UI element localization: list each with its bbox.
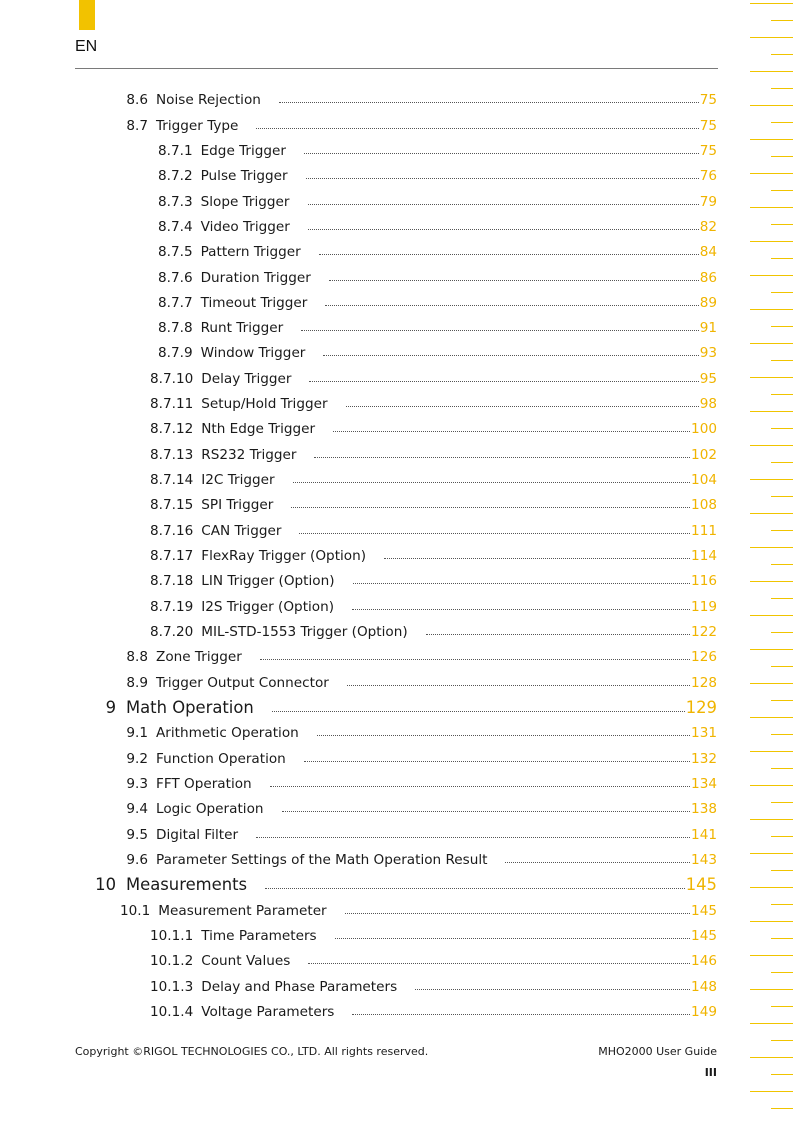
- ruler-tick: [750, 785, 793, 786]
- toc-entry-title: SPI Trigger: [201, 497, 274, 513]
- toc-entry-title: Window Trigger: [200, 345, 306, 361]
- toc-entry-number: 8.7.15: [150, 497, 194, 513]
- toc-entry-title: LIN Trigger (Option): [201, 573, 335, 589]
- toc-entry-page: 104: [691, 472, 717, 488]
- ruler-tick: [750, 955, 793, 956]
- toc-entry-number: 8.7.10: [150, 371, 194, 387]
- ruler-tick: [771, 1040, 793, 1041]
- toc-entry-title: MIL-STD-1553 Trigger (Option): [201, 624, 408, 640]
- ruler-tick: [750, 989, 793, 990]
- header-divider: [75, 68, 718, 69]
- toc-entry-page: 119: [691, 599, 717, 615]
- toc-dot-leader: [335, 938, 690, 939]
- toc-entry-page: 114: [691, 548, 717, 564]
- toc-entry-page: 122: [691, 624, 717, 640]
- toc-entry[interactable]: [150, 953, 717, 969]
- toc-entry-title: Trigger Type: [156, 118, 239, 134]
- toc-entry-page: 75: [699, 118, 717, 134]
- toc-entry-title: Pulse Trigger: [200, 168, 288, 184]
- toc-dot-leader: [308, 204, 699, 205]
- toc-entry-page: 89: [699, 295, 717, 311]
- toc-entry[interactable]: [158, 345, 717, 361]
- ruler-tick: [771, 666, 793, 667]
- ruler-tick: [771, 1108, 793, 1109]
- toc-entry-page: 82: [699, 219, 717, 235]
- toc-entry-page: 134: [691, 776, 717, 792]
- ruler-tick: [771, 54, 793, 55]
- toc-entry-number: 8.7: [126, 118, 148, 134]
- toc-dot-leader: [384, 558, 690, 559]
- toc-entry[interactable]: [120, 903, 717, 919]
- toc-entry-page: 100: [691, 421, 717, 437]
- toc-entry-title: Voltage Parameters: [201, 1004, 335, 1020]
- toc-entry-page: 145: [685, 875, 717, 894]
- toc-entry-number: 8.7.9: [158, 345, 193, 361]
- toc-entry-page: 146: [691, 953, 717, 969]
- toc-entry[interactable]: [158, 295, 717, 311]
- toc-entry[interactable]: [126, 852, 717, 868]
- toc-entry-number: 10.1.4: [150, 1004, 194, 1020]
- toc-entry-page: 148: [691, 979, 717, 995]
- toc-entry-number: 8.7.4: [158, 219, 193, 235]
- ruler-tick: [771, 836, 793, 837]
- toc-entry-number: 9.2: [126, 751, 148, 767]
- toc-dot-leader: [329, 280, 699, 281]
- toc-dot-leader: [415, 989, 690, 990]
- toc-entry-page: 102: [691, 447, 717, 463]
- toc-entry-title: Zone Trigger: [156, 649, 242, 665]
- toc-dot-leader: [260, 659, 690, 660]
- toc-entry[interactable]: [126, 92, 717, 108]
- toc-entry[interactable]: [150, 497, 717, 513]
- toc-entry-title: Trigger Output Connector: [156, 675, 329, 691]
- toc-dot-leader: [319, 254, 699, 255]
- toc-dot-leader: [299, 533, 690, 534]
- toc-entry[interactable]: [150, 928, 717, 944]
- ruler-tick: [750, 275, 793, 276]
- ruler-tick: [750, 377, 793, 378]
- copyright-text: Copyright ©RIGOL TECHNOLOGIES CO., LTD. All rights reserved.: [75, 1045, 429, 1058]
- toc-entry-number: 10: [95, 875, 116, 894]
- ruler-tick: [771, 768, 793, 769]
- ruler-tick: [771, 496, 793, 497]
- toc-entry[interactable]: [150, 548, 717, 564]
- toc-entry[interactable]: [158, 168, 717, 184]
- toc-entry-number: 9.3: [126, 776, 148, 792]
- toc-dot-leader: [314, 457, 690, 458]
- toc-entry-title: Delay Trigger: [201, 371, 292, 387]
- toc-entry[interactable]: [158, 219, 717, 235]
- ruler-tick: [771, 972, 793, 973]
- toc-entry-title: Time Parameters: [201, 928, 317, 944]
- toc-entry-page: 75: [699, 92, 717, 108]
- toc-dot-leader: [353, 583, 691, 584]
- toc-entry-number: 9.6: [126, 852, 148, 868]
- toc-entry-number: 8.9: [126, 675, 148, 691]
- ruler-tick: [771, 938, 793, 939]
- toc-dot-leader: [270, 786, 690, 787]
- ruler-tick: [771, 530, 793, 531]
- toc-entry-number: 8.7.12: [150, 421, 194, 437]
- ruler-tick: [750, 37, 793, 38]
- ruler-tick: [750, 3, 793, 4]
- toc-dot-leader: [352, 1014, 690, 1015]
- toc-entry-page: 93: [699, 345, 717, 361]
- ruler-tick: [771, 292, 793, 293]
- ruler-tick: [771, 1074, 793, 1075]
- toc-entry-page: 98: [699, 396, 717, 412]
- ruler-tick: [771, 870, 793, 871]
- toc-entry-number: 10.1: [120, 903, 151, 919]
- ruler-tick: [750, 887, 793, 888]
- toc-entry-title: CAN Trigger: [201, 523, 282, 539]
- ruler-tick: [750, 479, 793, 480]
- toc-entry-number: 10.1.3: [150, 979, 194, 995]
- toc-entry-title: Logic Operation: [156, 801, 264, 817]
- toc-entry[interactable]: [150, 396, 717, 412]
- toc-entry[interactable]: [158, 244, 717, 260]
- toc-dot-leader: [279, 102, 699, 103]
- ruler-tick: [750, 411, 793, 412]
- ruler-tick: [771, 122, 793, 123]
- toc-entry[interactable]: [150, 1004, 717, 1020]
- ruler-tick: [771, 20, 793, 21]
- toc-entry[interactable]: [126, 776, 717, 792]
- toc-entry-title: I2C Trigger: [201, 472, 275, 488]
- toc-entry-page: 95: [699, 371, 717, 387]
- ruler-tick: [750, 139, 793, 140]
- toc-dot-leader: [282, 811, 691, 812]
- toc-entry-page: 111: [691, 523, 717, 539]
- toc-entry-title: Measurement Parameter: [158, 903, 327, 919]
- ruler-tick: [771, 224, 793, 225]
- toc-entry-title: Delay and Phase Parameters: [201, 979, 398, 995]
- toc-dot-leader: [293, 482, 690, 483]
- toc-entry[interactable]: [150, 472, 717, 488]
- toc-entry-title: Setup/Hold Trigger: [201, 396, 328, 412]
- toc-dot-leader: [306, 178, 699, 179]
- toc-entry-page: 75: [699, 143, 717, 159]
- toc-entry[interactable]: [150, 523, 717, 539]
- ruler-tick: [771, 734, 793, 735]
- toc-entry-number: 8.7.7: [158, 295, 193, 311]
- toc-entry[interactable]: [158, 320, 717, 336]
- ruler-tick: [750, 615, 793, 616]
- toc-entry-number: 9.5: [126, 827, 148, 843]
- toc-entry-page: 79: [699, 194, 717, 210]
- toc-entry-number: 8.7.3: [158, 194, 193, 210]
- toc-entry-title: Digital Filter: [156, 827, 239, 843]
- toc-entry[interactable]: [126, 751, 717, 767]
- toc-entry[interactable]: [158, 143, 717, 159]
- toc-entry-number: 10.1.1: [150, 928, 194, 944]
- guide-title: MHO2000 User Guide: [598, 1045, 717, 1058]
- toc-entry-page: 108: [691, 497, 717, 513]
- toc-entry[interactable]: [158, 194, 717, 210]
- toc-entry[interactable]: [150, 599, 717, 615]
- toc-dot-leader: [347, 685, 690, 686]
- toc-entry-page: 126: [691, 649, 717, 665]
- toc-entry-number: 8.7.20: [150, 624, 194, 640]
- ruler-tick: [750, 241, 793, 242]
- ruler-tick: [771, 88, 793, 89]
- toc-entry-title: Video Trigger: [200, 219, 290, 235]
- ruler-tick: [750, 683, 793, 684]
- ruler-tick: [750, 207, 793, 208]
- toc-entry-page: 145: [691, 903, 717, 919]
- toc-dot-leader: [352, 609, 690, 610]
- toc-dot-leader: [325, 305, 698, 306]
- toc-dot-leader: [426, 634, 690, 635]
- toc-entry-number: 8.7.18: [150, 573, 194, 589]
- toc-entry-page: 116: [691, 573, 717, 589]
- ruler-tick: [750, 649, 793, 650]
- language-label: EN: [75, 38, 98, 55]
- toc-entry[interactable]: [150, 624, 717, 640]
- ruler-tick: [750, 343, 793, 344]
- ruler-tick: [771, 700, 793, 701]
- toc-entry-number: 8.7.17: [150, 548, 194, 564]
- toc-entry-number: 8.7.6: [158, 270, 193, 286]
- toc-entry-number: 9.4: [126, 801, 148, 817]
- toc-entry-number: 8.7.11: [150, 396, 194, 412]
- toc-entry-number: 8.7.16: [150, 523, 194, 539]
- toc-entry-title: Nth Edge Trigger: [201, 421, 316, 437]
- toc-dot-leader: [304, 761, 690, 762]
- toc-entry-title: Count Values: [201, 953, 291, 969]
- toc-entry[interactable]: [150, 371, 717, 387]
- toc-entry-number: 9: [105, 698, 116, 717]
- toc-dot-leader: [304, 153, 699, 154]
- ruler-tick: [771, 258, 793, 259]
- toc-dot-leader: [323, 355, 698, 356]
- toc-entry-number: 8.7.19: [150, 599, 194, 615]
- ruler-tick: [750, 71, 793, 72]
- ruler-tick: [771, 156, 793, 157]
- ruler-tick: [750, 751, 793, 752]
- ruler-tick: [750, 853, 793, 854]
- toc-entry-title: FFT Operation: [156, 776, 252, 792]
- ruler-tick: [750, 105, 793, 106]
- ruler-tick: [750, 309, 793, 310]
- toc-dot-leader: [256, 837, 690, 838]
- toc-entry-page: 138: [691, 801, 717, 817]
- toc-entry-page: 128: [691, 675, 717, 691]
- toc-entry-number: 8.7.1: [158, 143, 193, 159]
- ruler-tick: [771, 802, 793, 803]
- toc-entry-title: RS232 Trigger: [201, 447, 297, 463]
- yellow-tab-marker: [79, 0, 95, 30]
- toc-dot-leader: [333, 431, 690, 432]
- toc-entry[interactable]: [126, 675, 717, 691]
- toc-entry[interactable]: [126, 725, 717, 741]
- toc-entry[interactable]: [158, 270, 717, 286]
- toc-entry-number: 9.1: [126, 725, 148, 741]
- ruler-tick: [771, 360, 793, 361]
- toc-entry[interactable]: [94, 875, 717, 894]
- ruler-tick: [771, 428, 793, 429]
- ruler-tick: [771, 904, 793, 905]
- ruler-tick: [750, 581, 793, 582]
- toc-entry[interactable]: [150, 979, 717, 995]
- toc-dot-leader: [301, 330, 698, 331]
- toc-entry[interactable]: [126, 801, 717, 817]
- toc-entry-page: 145: [691, 928, 717, 944]
- toc-dot-leader: [309, 381, 698, 382]
- toc-entry-number: 8.6: [126, 92, 148, 108]
- toc-entry-title: Arithmetic Operation: [156, 725, 299, 741]
- toc-entry[interactable]: [150, 573, 717, 589]
- ruler-tick: [750, 1091, 793, 1092]
- margin-ruler: [750, 0, 793, 1122]
- toc-entry-number: 8.7.5: [158, 244, 193, 260]
- ruler-tick: [750, 717, 793, 718]
- toc-entry-page: 84: [699, 244, 717, 260]
- toc-entry-page: 143: [691, 852, 717, 868]
- toc-entry-title: Math Operation: [126, 698, 254, 717]
- ruler-tick: [771, 462, 793, 463]
- toc-dot-leader: [345, 913, 690, 914]
- toc-entry-title: Edge Trigger: [200, 143, 287, 159]
- ruler-tick: [750, 513, 793, 514]
- toc-dot-leader: [291, 507, 690, 508]
- toc-entry-title: Duration Trigger: [200, 270, 311, 286]
- toc-entry-number: 8.7.14: [150, 472, 194, 488]
- ruler-tick: [771, 564, 793, 565]
- toc-dot-leader: [272, 711, 685, 712]
- toc-dot-leader: [317, 735, 690, 736]
- toc-entry[interactable]: [126, 827, 717, 843]
- ruler-tick: [750, 1057, 793, 1058]
- toc-entry[interactable]: [150, 421, 717, 437]
- toc-entry-number: 10.1.2: [150, 953, 194, 969]
- toc-entry-number: 8.7.2: [158, 168, 193, 184]
- toc-entry-title: Measurements: [126, 875, 248, 894]
- ruler-tick: [771, 598, 793, 599]
- ruler-tick: [750, 547, 793, 548]
- toc-entry-page: 91: [699, 320, 717, 336]
- ruler-tick: [771, 326, 793, 327]
- toc-entry-page: 141: [691, 827, 717, 843]
- page-number: III: [704, 1066, 717, 1079]
- toc-dot-leader: [308, 963, 690, 964]
- toc-entry-page: 76: [699, 168, 717, 184]
- toc-entry-title: Slope Trigger: [200, 194, 290, 210]
- ruler-tick: [771, 1006, 793, 1007]
- toc-entry-title: Noise Rejection: [156, 92, 261, 108]
- toc-entry-page: 131: [691, 725, 717, 741]
- ruler-tick: [771, 190, 793, 191]
- toc-dot-leader: [256, 128, 698, 129]
- ruler-tick: [750, 921, 793, 922]
- toc-entry[interactable]: [104, 698, 717, 717]
- toc-entry[interactable]: [150, 447, 717, 463]
- toc-dot-leader: [346, 406, 699, 407]
- ruler-tick: [771, 394, 793, 395]
- toc-entry-number: 8.8: [126, 649, 148, 665]
- ruler-tick: [750, 819, 793, 820]
- toc-entry-page: 86: [699, 270, 717, 286]
- toc-entry-title: FlexRay Trigger (Option): [201, 548, 367, 564]
- toc-entry[interactable]: [126, 649, 717, 665]
- toc-dot-leader: [308, 229, 699, 230]
- toc-dot-leader: [265, 888, 685, 889]
- ruler-tick: [750, 173, 793, 174]
- toc-entry-title: I2S Trigger (Option): [201, 599, 335, 615]
- toc-entry-title: Parameter Settings of the Math Operation Result: [156, 852, 488, 868]
- ruler-tick: [750, 445, 793, 446]
- ruler-tick: [771, 632, 793, 633]
- toc-entry-number: 8.7.8: [158, 320, 193, 336]
- toc-entry-page: 132: [691, 751, 717, 767]
- toc-entry-title: Pattern Trigger: [200, 244, 301, 260]
- toc-dot-leader: [505, 862, 690, 863]
- ruler-tick: [750, 1023, 793, 1024]
- toc-entry-page: 129: [685, 698, 717, 717]
- toc-entry-page: 149: [691, 1004, 717, 1020]
- toc-entry-title: Runt Trigger: [200, 320, 284, 336]
- toc-entry-title: Function Operation: [156, 751, 286, 767]
- toc-entry-title: Timeout Trigger: [200, 295, 308, 311]
- toc-entry[interactable]: [126, 118, 717, 134]
- toc-entry-number: 8.7.13: [150, 447, 194, 463]
